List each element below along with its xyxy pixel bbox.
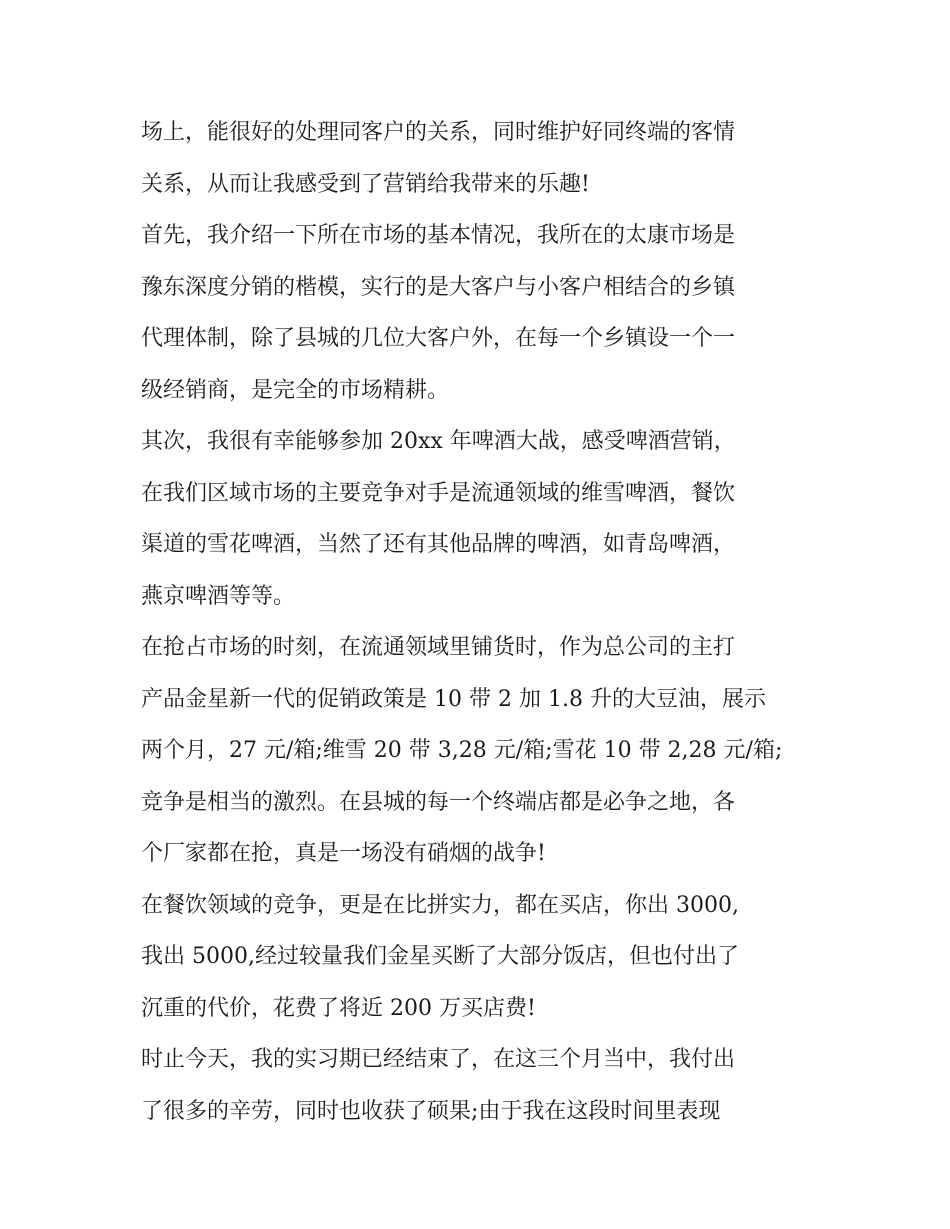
text-line: 场上，能很好的处理同客户的关系，同时维护好同终端的客情 (141, 120, 736, 145)
text-line: 我出 5000,经过较量我们金星买断了大部分饭店，但也付出了 (141, 944, 739, 969)
text-line: 关系，从而让我感受到了营销给我带来的乐趣! (141, 171, 590, 197)
text-line: 沉重的代价，花费了将近 200 万买店费! (141, 995, 536, 1021)
text-line: 代理体制，除了县城的几位大客户外，在每一个乡镇设一个一 (141, 326, 736, 351)
text-line: 其次，我很有幸能够参加 20xx 年啤酒大战，感受啤酒营销， (141, 429, 736, 454)
text-line: 个厂家都在抢，真是一场没有硝烟的战争! (141, 841, 546, 866)
text-line: 在抢占市场的时刻，在流通领域里铺货时，作为总公司的主打 (141, 635, 736, 660)
text-line: 产品金星新一代的促销政策是 10 带 2 加 1.8 升的大豆油，展示 (141, 686, 766, 712)
text-line: 级经销商，是完全的市场精耕。 (141, 377, 450, 403)
text-line: 竞争是相当的激烈。在县城的每一个终端店都是必争之地，各 (141, 789, 736, 815)
text-line: 了很多的辛劳，同时也收获了硕果;由于我在这段时间里表现 (141, 1098, 721, 1124)
text-line: 首先，我介绍一下所在市场的基本情况，我所在的太康市场是 (141, 223, 736, 248)
text-line: 两个月，27 元/箱;维雪 20 带 3,28 元/箱;雪花 10 带 2,28 元/箱; (141, 738, 783, 763)
text-line: 燕京啤酒等等。 (141, 583, 296, 609)
text-line: 豫东深度分销的楷模，实行的是大客户与小客户相结合的乡镇 (141, 274, 736, 300)
text-line: 渠道的雪花啤酒，当然了还有其他品牌的啤酒，如青岛啤酒， (141, 532, 736, 557)
body-text (141, 107, 813, 1137)
text-line: 时止今天，我的实习期已经结束了，在这三个月当中，我付出 (141, 1047, 736, 1072)
text-line: 在我们区域市场的主要竞争对手是流通领域的维雪啤酒，餐饮 (141, 480, 736, 506)
text-line: 在餐饮领域的竞争，更是在比拼实力，都在买店，你出 3000, (141, 892, 739, 918)
